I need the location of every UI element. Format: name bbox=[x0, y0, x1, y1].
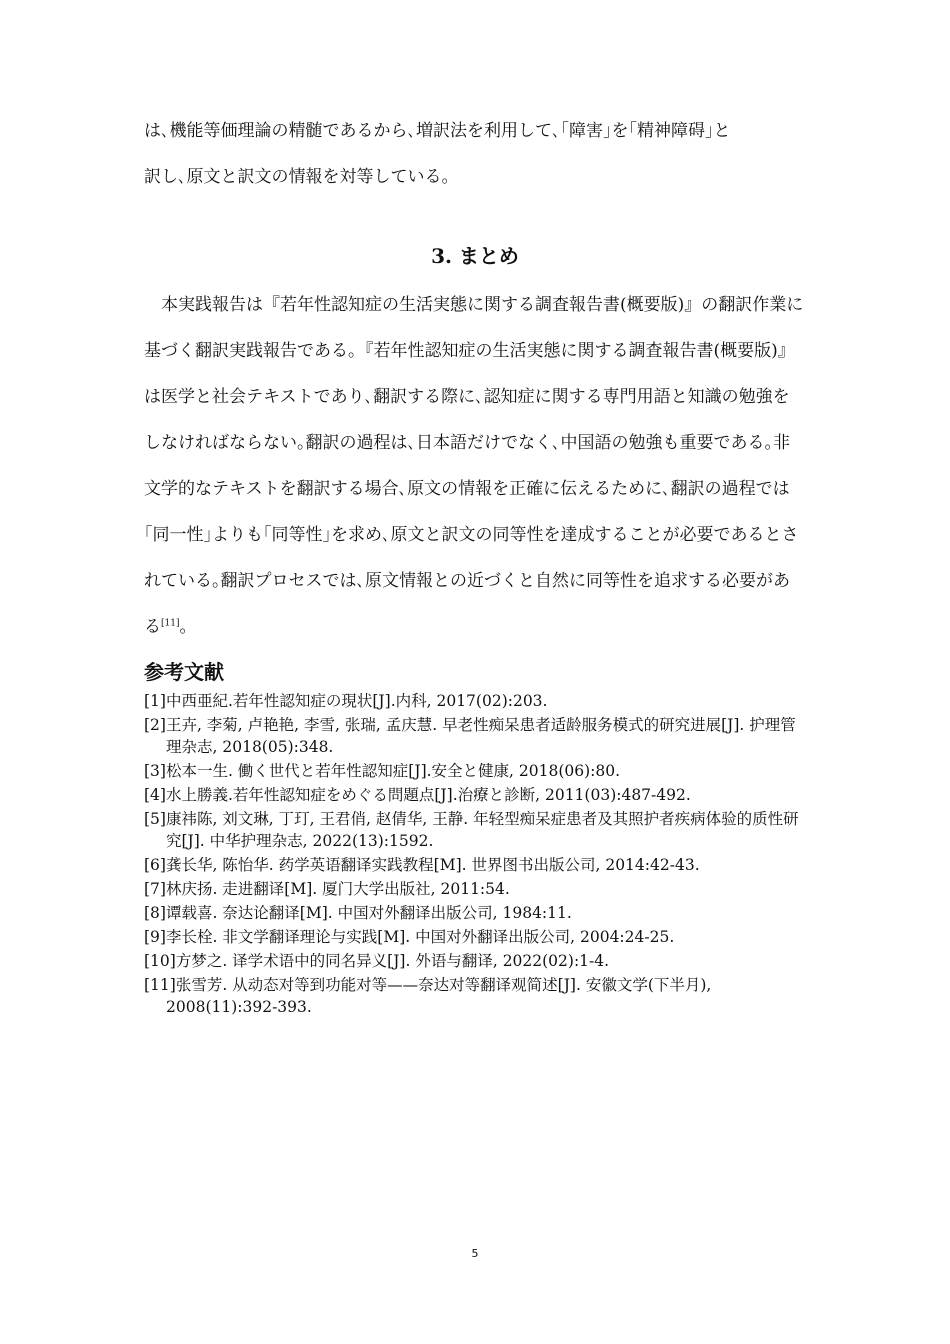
reference-item: [5]康祎陈, 刘文琳, 丁玎, 王君俏, 赵倩华, 王静. 年轻型痴呆症患者及其照护者疾病体验的质性研究[J]. 中华护理杂志, 2022(13):1592. bbox=[144, 810, 799, 850]
page-number: 5 bbox=[471, 1247, 479, 1260]
summary-end: ｡ bbox=[179, 617, 188, 637]
reference-item: [9]李长栓. 非文学翻译理论与实践[M]. 中国对外翻译出版公司, 2004:24-25. bbox=[144, 928, 675, 946]
reference-item: [4]水上勝義.若年性認知症をめぐる問題点[J].治療と診断, 2011(03):487-492. bbox=[144, 786, 691, 804]
reference-item: [7]林庆扬. 走进翻译[M]. 厦门大学出版社, 2011:54. bbox=[144, 880, 510, 898]
reference-item: [3]松本一生. 働く世代と若年性認知症[J].安全と健康, 2018(06):80. bbox=[144, 762, 621, 780]
reference-list bbox=[144, 690, 806, 1020]
reference-item: [11]张雪芳. 从动态对等到功能对等——奈达对等翻译观简述[J]. 安徽文学(下半月), 2008(11):392-393. bbox=[144, 976, 712, 1016]
reference-item: [8]谭载喜. 奈达论翻译[M]. 中国对外翻译出版公司, 1984:11. bbox=[144, 904, 572, 922]
citation-superscript: [11] bbox=[161, 618, 180, 629]
section-heading: 3. まとめ bbox=[431, 244, 519, 268]
summary-text: 本実践報告は『若年性認知症の生活実態に関する調査報告書(概要版)』の翻訳作業に基づく翻訳実践報告である｡『若年性認知症の生活実態に関する調査報告書(概要版)』は医学と社会テキストであり､翻訳する際に､認知症に関する専門用語と知識の勉強をしなければならない｡翻訳の過程は､日本語だけでなく､中国語の勉強も重要である｡非文学的なテキストを翻訳する場合､原文の情報を正確に伝えるために､翻訳の過程では｢同一性｣よりも｢同等性｣を求め､原文と訳文の同等性を達成することが必要であるとされている｡翻訳プロセスでは､原文情報との近づくと自然に同等性を追求する必要がある bbox=[144, 295, 804, 637]
summary-paragraph bbox=[144, 282, 806, 650]
reference-item: [2]王卉, 李菊, 卢艳艳, 李雪, 张瑞, 孟庆慧. 早老性痴呆患者适龄服务模式的研究进展[J]. 护理管理杂志, 2018(05):348. bbox=[144, 716, 796, 756]
reference-item: [10]方梦之. 译学术语中的同名异义[J]. 外语与翻译, 2022(02):1-4. bbox=[144, 952, 610, 970]
intro-line: 訳し､原文と訳文の情報を対等している｡ bbox=[144, 167, 450, 187]
intro-paragraph bbox=[144, 108, 806, 200]
reference-item: [6]龚长华, 陈怡华. 药学英语翻译实践教程[M]. 世界图书出版公司, 2014:42-43. bbox=[144, 856, 700, 874]
reference-item: [1]中西亜紀.若年性認知症の現状[J].内科, 2017(02):203. bbox=[144, 692, 548, 710]
intro-line: は､機能等価理論の精髄であるから､増訳法を利用して､｢障害｣を｢精神障碍｣と bbox=[144, 121, 731, 141]
references-title: 参考文献 bbox=[144, 660, 224, 684]
